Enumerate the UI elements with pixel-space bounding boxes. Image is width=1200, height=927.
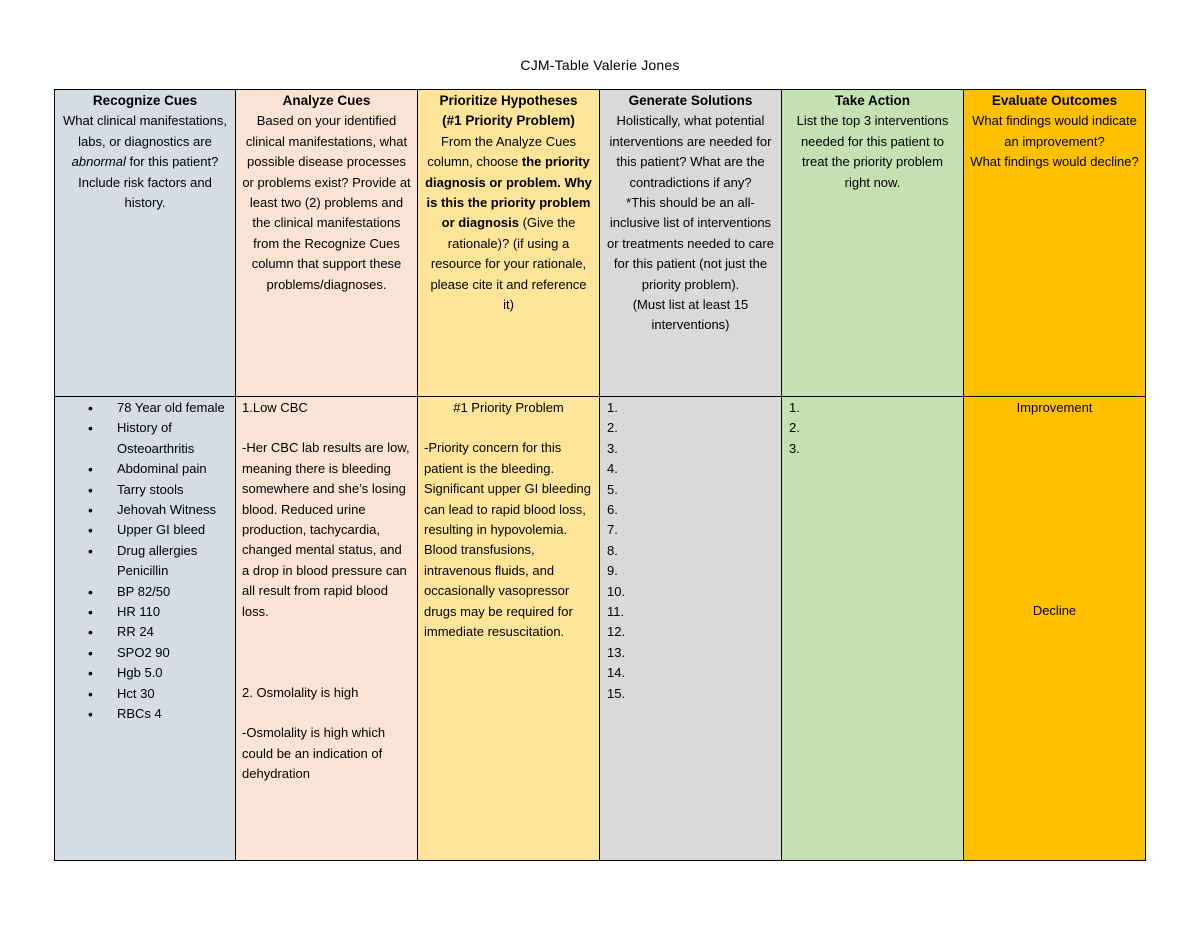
list-item: 5. — [607, 481, 618, 497]
list-item: • HR 110 — [117, 602, 229, 622]
list-item: • RR 24 — [117, 622, 229, 642]
list-item: 4. — [607, 461, 618, 477]
heading-evaluate-outcomes: Evaluate Outcomes — [991, 93, 1118, 108]
header-recognize-cues — [55, 90, 236, 397]
prompt-evaluate-a: What findings would indicate an improvement? — [972, 113, 1137, 149]
list-item: 7. — [607, 522, 618, 538]
decline-label: Decline — [1032, 603, 1077, 619]
interventions-list — [606, 398, 775, 704]
list-item: • BP 82/50 — [117, 582, 229, 602]
list-item: 10. — [607, 583, 626, 599]
prompt-prioritize-b: (Give the rationale)? (if using a resource for your rationale, please cite it and reference it) — [430, 215, 587, 313]
prompt-take-action: List the top 3 interventions needed for this patient to treat the priority problem right now. — [796, 113, 949, 190]
heading-take-action: Take Action — [834, 93, 910, 108]
list-item: • Upper GI bleed — [117, 520, 229, 540]
list-item: • Drug allergies Penicillin — [117, 541, 229, 582]
header-evaluate-outcomes — [964, 90, 1146, 397]
heading-analyze-cues: Analyze Cues — [282, 93, 371, 108]
list-item: 2. — [789, 420, 800, 436]
list-item: • 78 Year old female — [117, 398, 229, 418]
cell-generate-solutions — [600, 397, 782, 861]
heading-recognize-cues: Recognize Cues — [92, 93, 198, 108]
cues-list — [61, 398, 229, 725]
subheading-priority-problem: (#1 Priority Problem) — [442, 113, 575, 129]
cell-recognize-cues — [55, 397, 236, 861]
list-item: 6. — [607, 502, 618, 518]
priority-problem-text: -Priority concern for this patient is the bleeding. Significant upper GI bleeding can lead to rapid blood loss, resulting in hypovolemia. Blood transfusions, intravenous fluids, and occasionally vasopressor drugs may be required for immediate resuscitation. — [424, 440, 591, 640]
list-item: • Abdominal pain — [117, 459, 229, 479]
list-item: • Hct 30 — [117, 684, 229, 704]
top-interventions-list — [788, 398, 957, 459]
heading-generate-solutions: Generate Solutions — [628, 93, 753, 108]
list-item: • Jehovah Witness — [117, 500, 229, 520]
list-item: 1. — [789, 400, 800, 415]
header-take-action — [782, 90, 964, 397]
list-item: 13. — [607, 644, 626, 660]
cell-analyze-cues — [236, 397, 418, 861]
list-item: 2. — [607, 420, 618, 436]
problem-1-text: -Her CBC lab results are low, meaning there is bleeding somewhere and she’s losing blood. Reduced urine production, tachycardia, changed mental status, and a drop in blood pressure can all result from rapid blood loss. — [242, 440, 410, 619]
content-row — [55, 397, 1146, 861]
header-analyze-cues — [236, 90, 418, 397]
improvement-label: Improvement — [1016, 400, 1093, 415]
prompt-recognize-cues-a: What clinical manifestations, labs, or diagnostics are — [62, 113, 227, 149]
problem-2-text: -Osmolality is high which could be an indication of dehydration — [242, 725, 386, 782]
document-title: CJM-Table Valerie Jones — [520, 57, 680, 73]
list-item: 11. — [607, 604, 625, 620]
prompt-recognize-cues-b: for this patient? Include risk factors and history. — [78, 154, 219, 211]
list-item: 3. — [607, 440, 618, 456]
prompt-generate-a: Holistically, what potential interventions are needed for this patient? What are the contradictions if any? — [609, 113, 772, 190]
prompt-generate-b: *This should be an all-inclusive list of interventions or treatments needed to care for this patient (not just the priority problem). — [607, 195, 774, 292]
prompt-recognize-cues-emphasis: abnormal — [71, 154, 126, 170]
cell-take-action — [782, 397, 964, 861]
list-item: 12. — [607, 624, 626, 640]
list-item: • History of Osteoarthritis — [117, 418, 229, 459]
list-item: 15. — [607, 685, 626, 701]
list-item: • Tarry stools — [117, 480, 229, 500]
problem-1-title: 1.Low CBC — [242, 400, 308, 415]
list-item: 3. — [789, 440, 800, 456]
list-item: • SPO2 90 — [117, 643, 229, 663]
prompt-prioritize-a: From the Analyze Cues column, choose — [427, 133, 577, 170]
header-prioritize-hypotheses — [418, 90, 600, 397]
prompt-prioritize-bold: the priority diagnosis or problem. Why is this the priority problem or diagnosis — [425, 154, 592, 231]
cell-evaluate-outcomes — [964, 397, 1146, 861]
list-item: 9. — [607, 563, 618, 579]
cjm-table — [54, 89, 1146, 861]
list-item: 1. — [607, 400, 618, 415]
header-generate-solutions — [600, 90, 782, 397]
heading-prioritize-hypotheses: Prioritize Hypotheses — [439, 93, 578, 108]
list-item: 14. — [607, 665, 626, 681]
cell-prioritize-hypotheses — [418, 397, 600, 861]
list-item: 8. — [607, 542, 618, 558]
prompt-generate-c: (Must list at least 15 interventions) — [632, 297, 749, 333]
header-row — [55, 90, 1146, 397]
priority-problem-title: #1 Priority Problem — [453, 400, 564, 415]
list-item: • RBCs 4 — [117, 704, 229, 724]
prompt-analyze-cues: Based on your identified clinical manifestations, what possible disease processes or problems exist? Provide at least two (2) problems and the clinical manifestations from the Recognize Cues column that support these problems/diagnoses. — [242, 113, 411, 292]
problem-2-title: 2. Osmolality is high — [242, 685, 359, 701]
prompt-evaluate-b: What findings would decline? — [970, 154, 1139, 170]
list-item: • Hgb 5.0 — [117, 663, 229, 683]
